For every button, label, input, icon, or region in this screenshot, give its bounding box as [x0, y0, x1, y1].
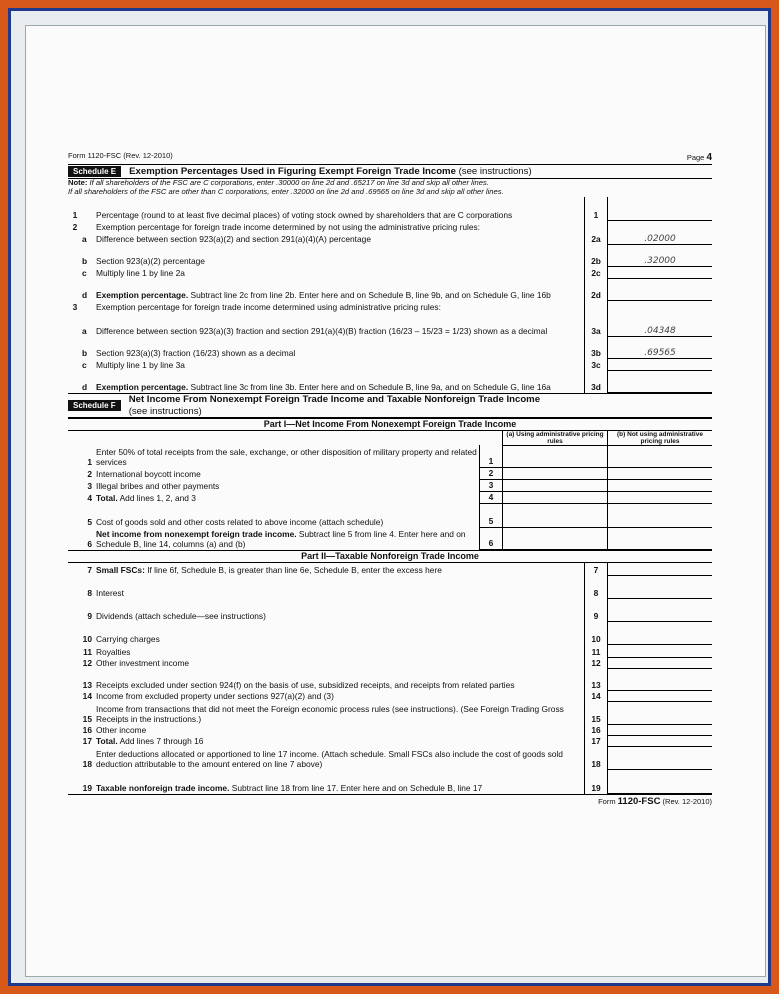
amount-field[interactable] [608, 691, 713, 702]
schedule-e-line [68, 279, 712, 301]
schedule-e-line [68, 371, 712, 393]
line-text-bold: Exemption percentage. [96, 382, 189, 392]
part-2-line [68, 599, 712, 622]
part-1-line [68, 491, 712, 503]
schedule-f-title: Net Income From Nonexempt Foreign Trade Income and Taxable Nonforeign Trade Income [128, 394, 541, 406]
amount-field[interactable] [608, 221, 713, 233]
line-box-label: 2d [585, 279, 608, 301]
column-a-field[interactable] [503, 467, 608, 479]
line-text: If line 6f, Schedule B, is greater than line 6e, Schedule B, enter the excess here [144, 564, 442, 575]
column-b-field[interactable] [608, 445, 713, 467]
line-letter: c [82, 360, 87, 370]
line-box-label: 1 [480, 445, 503, 467]
line-number [68, 313, 82, 337]
line-number [68, 279, 82, 301]
line-letter: b [82, 256, 88, 266]
line-text: Add lines 1, 2, and 3 [117, 492, 196, 503]
amount-field[interactable]: .04348 [608, 313, 713, 337]
line-text-bold: Total. [96, 492, 118, 503]
amount-field[interactable] [608, 267, 713, 279]
line-number [68, 359, 82, 371]
line-text: Multiply line 1 by line 2a [96, 268, 185, 278]
line-text: Subtract line 18 from line 17. Enter here and on Schedule B, line 17 [229, 782, 483, 793]
line-text: Income from excluded property under sections 927(a)(2) and (3) [96, 690, 334, 701]
line-box-label [585, 221, 608, 233]
line-text: Carrying charges [96, 633, 160, 644]
amount-field[interactable]: .69565 [608, 337, 713, 359]
line-number: 1 [87, 456, 92, 467]
line-number: 17 [82, 735, 92, 746]
line-letter [82, 197, 96, 221]
line-box-label: 2a [585, 233, 608, 245]
line-text: Subtract line 2c from line 2b. Enter here and on Schedule B, line 9b, and on Schedule G, line 16b [188, 290, 551, 300]
part-2-line [68, 658, 712, 669]
line-text: Subtract line 3c from line 3b. Enter here and on Schedule B, line 9a, and on Schedule G, line 16a [188, 382, 551, 392]
line-number: 14 [82, 690, 92, 701]
amount-field[interactable] [608, 645, 713, 658]
page-header [68, 152, 712, 164]
line-number [68, 371, 82, 393]
line-text: Add lines 7 through 16 [117, 735, 204, 746]
line-number [68, 267, 82, 279]
line-letter: c [82, 268, 87, 278]
line-text: Exemption percentage for foreign trade income determined by not using the administrative pricing rules: [96, 222, 481, 232]
schedule-e-line [68, 233, 712, 245]
line-number: 12 [82, 657, 92, 668]
part-2-line [68, 576, 712, 599]
column-a-field[interactable] [503, 479, 608, 491]
line-text: Enter deductions allocated or apportioned to line 17 income. (Attach schedule. Small FSCs also include the cost of goods sold deduction attributable to the amount entered on line 7 above) [96, 748, 563, 769]
amount-field[interactable] [608, 301, 713, 313]
line-text: Dividends (attach schedule—see instructions) [96, 610, 266, 621]
schedule-e-note: Note: If all shareholders of the FSC are C corporations, enter .30000 on line 2d and .65217 on line 3d and skip all other lines. If all shareholders of the FSC are other than C corporations, enter .32000 on line 2d and .69565 on line 3d and skip all other lines. [68, 178, 504, 196]
line-box-label: 3a [585, 313, 608, 337]
page-number: Page 4 [686, 152, 712, 163]
line-text: Subtract line 5 from line 4. Enter here and on Schedule B, line 14, columns (a) and (b) [96, 528, 466, 549]
column-b-field[interactable] [608, 479, 713, 491]
column-b-field[interactable] [608, 503, 713, 527]
column-b-header: (b) Not using administrative pricing rules [608, 431, 713, 446]
schedule-e-header: Schedule E Exemption Percentages Used in Figuring Exempt Foreign Trade Income (see instructions) [68, 164, 712, 179]
line-number: 16 [82, 724, 92, 735]
part-1-line [68, 467, 712, 479]
line-text: Income from transactions that did not meet the Foreign economic process rules (see instructions). (See Foreign Trading Gross Receipts in the instructions.) [96, 703, 564, 724]
line-text: Interest [96, 587, 124, 598]
line-box-label: 10 [585, 622, 608, 645]
schedule-e-badge: Schedule E [68, 166, 121, 177]
column-a-header: (a) Using administrative pricing rules [503, 431, 608, 446]
amount-field[interactable] [608, 770, 713, 794]
line-box-label: 3d [585, 371, 608, 393]
amount-field[interactable] [608, 576, 713, 599]
line-box-label: 2 [480, 467, 503, 479]
line-number: 19 [82, 782, 92, 793]
line-number: 3 [87, 480, 92, 491]
line-number [68, 245, 82, 267]
part-2-line [68, 563, 712, 576]
line-text: Difference between section 923(a)(3) fraction and section 291(a)(4)(B) fraction (16/23 – 15/23 = 1/23) shown as a decimal [96, 326, 548, 336]
part-1-line [68, 503, 712, 527]
schedule-e-line [68, 245, 712, 267]
amount-field[interactable] [608, 359, 713, 371]
line-box-label: 8 [585, 576, 608, 599]
column-a-field[interactable] [503, 445, 608, 467]
line-letter: b [82, 348, 88, 358]
form-footer: Form 1120-FSC (Rev. 12-2010) [68, 794, 712, 807]
line-box-label: 2c [585, 267, 608, 279]
line-number: 18 [82, 758, 92, 769]
line-number: 3 [72, 302, 78, 312]
amount-field[interactable] [608, 658, 713, 669]
line-text: Royalties [96, 646, 131, 657]
line-number: 2 [72, 222, 78, 232]
amount-field[interactable] [608, 747, 713, 770]
amount-field[interactable] [608, 669, 713, 691]
line-box-label: 5 [480, 503, 503, 527]
amount-field[interactable] [608, 702, 713, 725]
line-text: Multiply line 1 by line 3a [96, 360, 185, 370]
line-box-label: 1 [585, 197, 608, 221]
part-2-line [68, 622, 712, 645]
part-1-line [68, 479, 712, 491]
line-box-label: 15 [585, 702, 608, 725]
amount-field[interactable] [608, 736, 713, 747]
part-2-line [68, 747, 712, 770]
line-letter [82, 221, 96, 233]
line-letter: d [82, 290, 88, 300]
line-letter [82, 301, 96, 313]
line-box-label: 3 [480, 479, 503, 491]
amount-field[interactable] [608, 622, 713, 645]
schedule-e-line [68, 221, 712, 233]
line-text: International boycott income [96, 468, 201, 479]
part-1-lines [68, 431, 712, 550]
amount-field[interactable] [608, 371, 713, 393]
line-box-label: 2b [585, 245, 608, 267]
part-1-title: Part I—Net Income From Nonexempt Foreign Trade Income [68, 418, 712, 431]
amount-field[interactable] [608, 725, 713, 736]
line-text-bold: Small FSCs: [96, 564, 145, 575]
line-text: Difference between section 923(a)(2) and section 291(a)(4)(A) percentage [96, 234, 371, 244]
part-2-line [68, 725, 712, 736]
part-2-title: Part II—Taxable Nonforeign Trade Income [68, 550, 712, 563]
line-box-label [585, 301, 608, 313]
line-text: Other investment income [96, 657, 190, 668]
column-b-field[interactable] [608, 467, 713, 479]
line-number: 13 [82, 679, 92, 690]
column-a-field[interactable] [503, 527, 608, 549]
line-number: 8 [87, 587, 92, 598]
schedule-e-line [68, 313, 712, 337]
line-letter: a [82, 234, 87, 244]
line-text: Enter 50% of total receipts from the sale, exchange, or other disposition of military property and related services [96, 446, 477, 467]
part-2-line [68, 770, 712, 794]
column-a-field[interactable] [503, 503, 608, 527]
line-box-label: 9 [585, 599, 608, 622]
line-text-bold: Exemption percentage. [96, 290, 189, 300]
line-text-bold: Taxable nonforeign trade income. [96, 782, 230, 793]
line-box-label: 11 [585, 645, 608, 658]
line-letter: a [82, 326, 87, 336]
line-box-label: 13 [585, 669, 608, 691]
column-b-field[interactable] [608, 527, 713, 549]
line-box-label: 14 [585, 691, 608, 702]
line-text: Illegal bribes and other payments [96, 480, 220, 491]
line-number: 15 [82, 713, 92, 724]
part-1-line [68, 445, 712, 467]
line-box-label: 3c [585, 359, 608, 371]
line-number: 2 [87, 468, 92, 479]
line-number: 4 [87, 492, 92, 503]
line-text: Exemption percentage for foreign trade income determined using administrative pricing rules: [96, 302, 441, 312]
line-number [68, 233, 82, 245]
line-text: Percentage (round to at least five decimal places) of voting stock owned by shareholders that are C corporations [96, 210, 513, 220]
amount-field[interactable] [608, 563, 713, 576]
schedule-e-line [68, 359, 712, 371]
amount-field[interactable] [608, 197, 713, 221]
line-letter: d [82, 382, 88, 392]
amount-field[interactable]: .02000 [608, 233, 713, 245]
schedule-e-line [68, 337, 712, 359]
line-text: Receipts excluded under section 924(f) on the basis of use, subsidized receipts, and receipts from related parties [96, 679, 515, 690]
line-number: 11 [83, 646, 92, 657]
part-2-lines [68, 563, 712, 795]
line-box-label: 17 [585, 736, 608, 747]
line-text-bold: Total. [96, 735, 118, 746]
column-a-field[interactable] [503, 491, 608, 503]
line-box-label: 18 [585, 747, 608, 770]
line-number: 9 [87, 610, 92, 621]
line-text: Section 923(a)(3) fraction (16/23) shown as a decimal [96, 348, 296, 358]
line-number [68, 337, 82, 359]
line-text-bold: Net income from nonexempt foreign trade income. [96, 528, 297, 539]
schedule-e-line [68, 301, 712, 313]
amount-field[interactable]: .32000 [608, 245, 713, 267]
line-number: 7 [87, 564, 92, 575]
line-text: Other income [96, 724, 147, 735]
schedule-e-title: Exemption Percentages Used in Figuring Exempt Foreign Trade Income [129, 165, 456, 177]
line-box-label: 16 [585, 725, 608, 736]
schedule-e-lines [68, 197, 712, 394]
part-2-line [68, 691, 712, 702]
line-number: 6 [87, 538, 92, 549]
line-box-label: 6 [480, 527, 503, 549]
line-text: Section 923(a)(2) percentage [96, 256, 205, 266]
line-text: Cost of goods sold and other costs related to above income (attach schedule) [96, 516, 384, 527]
line-number: 5 [87, 516, 92, 527]
line-box-label: 3b [585, 337, 608, 359]
column-b-field[interactable] [608, 491, 713, 503]
amount-field[interactable] [608, 599, 713, 622]
line-number: 1 [72, 210, 78, 220]
schedule-e-line [68, 197, 712, 221]
part-2-line [68, 669, 712, 691]
part-1-line [68, 527, 712, 549]
line-box-label: 12 [585, 658, 608, 669]
schedule-e-line [68, 267, 712, 279]
line-box-label: 7 [585, 563, 608, 576]
line-box-label: 19 [585, 770, 608, 794]
line-box-label: 4 [480, 491, 503, 503]
part-2-line [68, 702, 712, 725]
schedule-f-badge: Schedule F [68, 400, 121, 411]
part-2-line [68, 645, 712, 658]
amount-field[interactable] [608, 279, 713, 301]
part-2-line [68, 736, 712, 747]
form-1120-fsc-page-4 [68, 152, 712, 807]
form-id: Form 1120-FSC (Rev. 12-2010) [68, 151, 173, 160]
schedule-f-header: Schedule F Net Income From Nonexempt Foreign Trade Income and Taxable Nonforeign Trade Income (see instructions) [68, 393, 712, 418]
line-number: 10 [82, 633, 92, 644]
